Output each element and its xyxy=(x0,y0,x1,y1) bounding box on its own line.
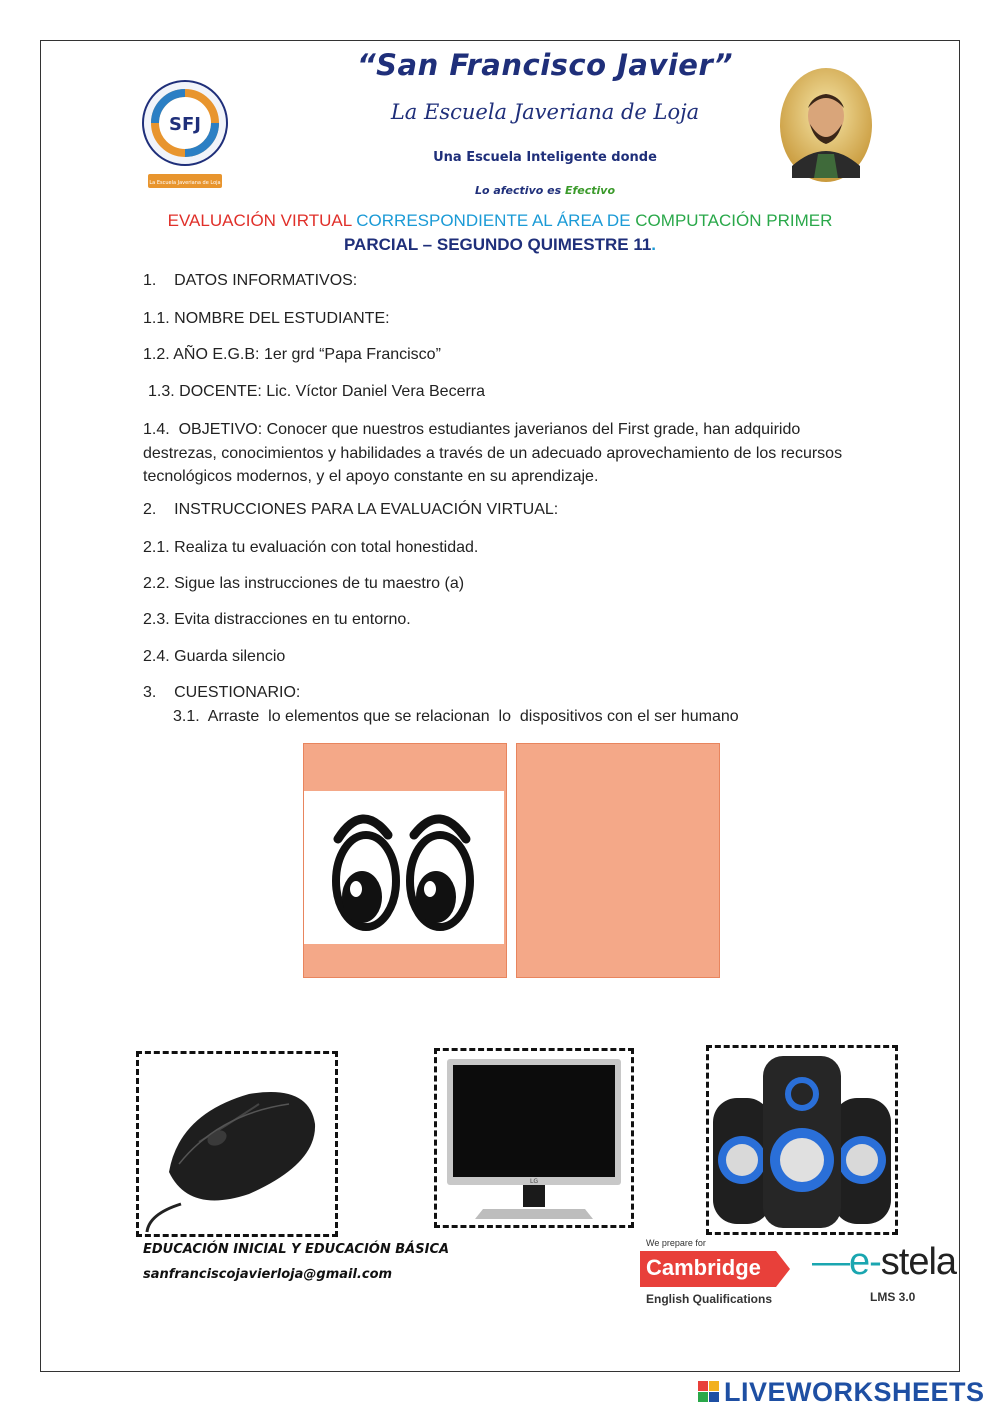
svg-text:SFJ: SFJ xyxy=(169,114,201,135)
footer-email: sanfranciscojavierloja@gmail.com xyxy=(143,1267,393,1282)
section-instrucciones: 2. INSTRUCCIONES PARA LA EVALUACIÓN VIRTUAL: xyxy=(143,501,559,518)
eval-title-blue: CORRESPONDIENTE AL ÁREA DE xyxy=(356,211,631,230)
eyes-card xyxy=(304,791,504,944)
eval-title-green: COMPUTACIÓN PRIMER xyxy=(635,211,833,230)
liveworksheets-brand: LIVEWORKSHEETS xyxy=(724,1377,985,1407)
instruction-4: 2.4. Guarda silencio xyxy=(143,648,286,665)
drag-item-monitor[interactable] xyxy=(434,1048,634,1228)
motto-part-b: es xyxy=(547,184,562,197)
cambridge-subtext: English Qualifications xyxy=(646,1292,773,1306)
drag-item-mouse[interactable] xyxy=(136,1051,338,1237)
mouse-icon xyxy=(139,1054,335,1234)
monitor-icon xyxy=(437,1051,631,1225)
question-3-1: 3.1. Arraste lo elementos que se relacionan lo dispositivos con el ser humano xyxy=(173,708,739,725)
school-name: “San Francisco Javier” xyxy=(356,48,733,82)
motto-part-c: Efectivo xyxy=(565,184,616,197)
eval-title-red: EVALUACIÓN VIRTUAL xyxy=(167,211,352,230)
cambridge-prep-text: We prepare for xyxy=(646,1238,706,1248)
estela-part-b: stela xyxy=(880,1241,957,1283)
evaluation-title-line1 xyxy=(100,211,900,231)
svg-text:La Escuela Javeriana de Loja: La Escuela Javeriana de Loja xyxy=(149,180,221,186)
section-datos-informativos: 1. DATOS INFORMATIVOS: xyxy=(143,272,358,289)
student-name-label: 1.1. NOMBRE DEL ESTUDIANTE: xyxy=(143,310,390,327)
lms-version: LMS 3.0 xyxy=(870,1290,916,1304)
school-logo xyxy=(140,78,230,198)
drag-item-speakers[interactable] xyxy=(706,1045,898,1235)
footer-levels: EDUCACIÓN INICIAL Y EDUCACIÓN BÁSICA xyxy=(143,1242,450,1257)
estela-part-a: —e- xyxy=(812,1241,881,1283)
objective-paragraph: 1.4. OBJETIVO: Conocer que nuestros estudiantes javerianos del First grade, han adquirido destrezas, conocimientos y habilidades a través de un adecuado aprovechamiento de los recursos tecnológicos modernos, y el apoyo constante en su aprendizaje. xyxy=(143,421,843,485)
drop-zone-empty[interactable] xyxy=(516,743,720,978)
school-tagline: Una Escuela Inteligente donde xyxy=(433,150,657,165)
school-subtitle: La Escuela Javeriana de Loja xyxy=(390,100,700,124)
eval-title-line2-end: . xyxy=(651,235,657,254)
instruction-1: 2.1. Realiza tu evaluación con total honestidad. xyxy=(143,539,479,556)
grade-label: 1.2. AÑO E.G.B: 1er grd “Papa Francisco” xyxy=(143,346,441,363)
instruction-2: 2.2. Sigue las instrucciones de tu maestro (a) xyxy=(143,575,465,592)
saint-portrait xyxy=(778,66,874,184)
instruction-3: 2.3. Evita distracciones en tu entorno. xyxy=(143,611,411,628)
evaluation-title-line2 xyxy=(100,235,900,255)
school-motto xyxy=(330,184,760,197)
svg-text:LG: LG xyxy=(530,1178,538,1185)
motto-part-a: Lo afectivo xyxy=(474,184,544,197)
eyes-icon xyxy=(304,791,504,944)
teacher-label: 1.3. DOCENTE: Lic. Víctor Daniel Vera Becerra xyxy=(148,383,486,400)
cambridge-text: Cambridge xyxy=(646,1255,761,1280)
eval-title-line2-text: PARCIAL – SEGUNDO QUIMESTRE 11 xyxy=(343,235,652,254)
section-cuestionario: 3. CUESTIONARIO: xyxy=(143,684,301,701)
speakers-icon xyxy=(709,1048,895,1232)
estela-logo xyxy=(812,1241,956,1284)
